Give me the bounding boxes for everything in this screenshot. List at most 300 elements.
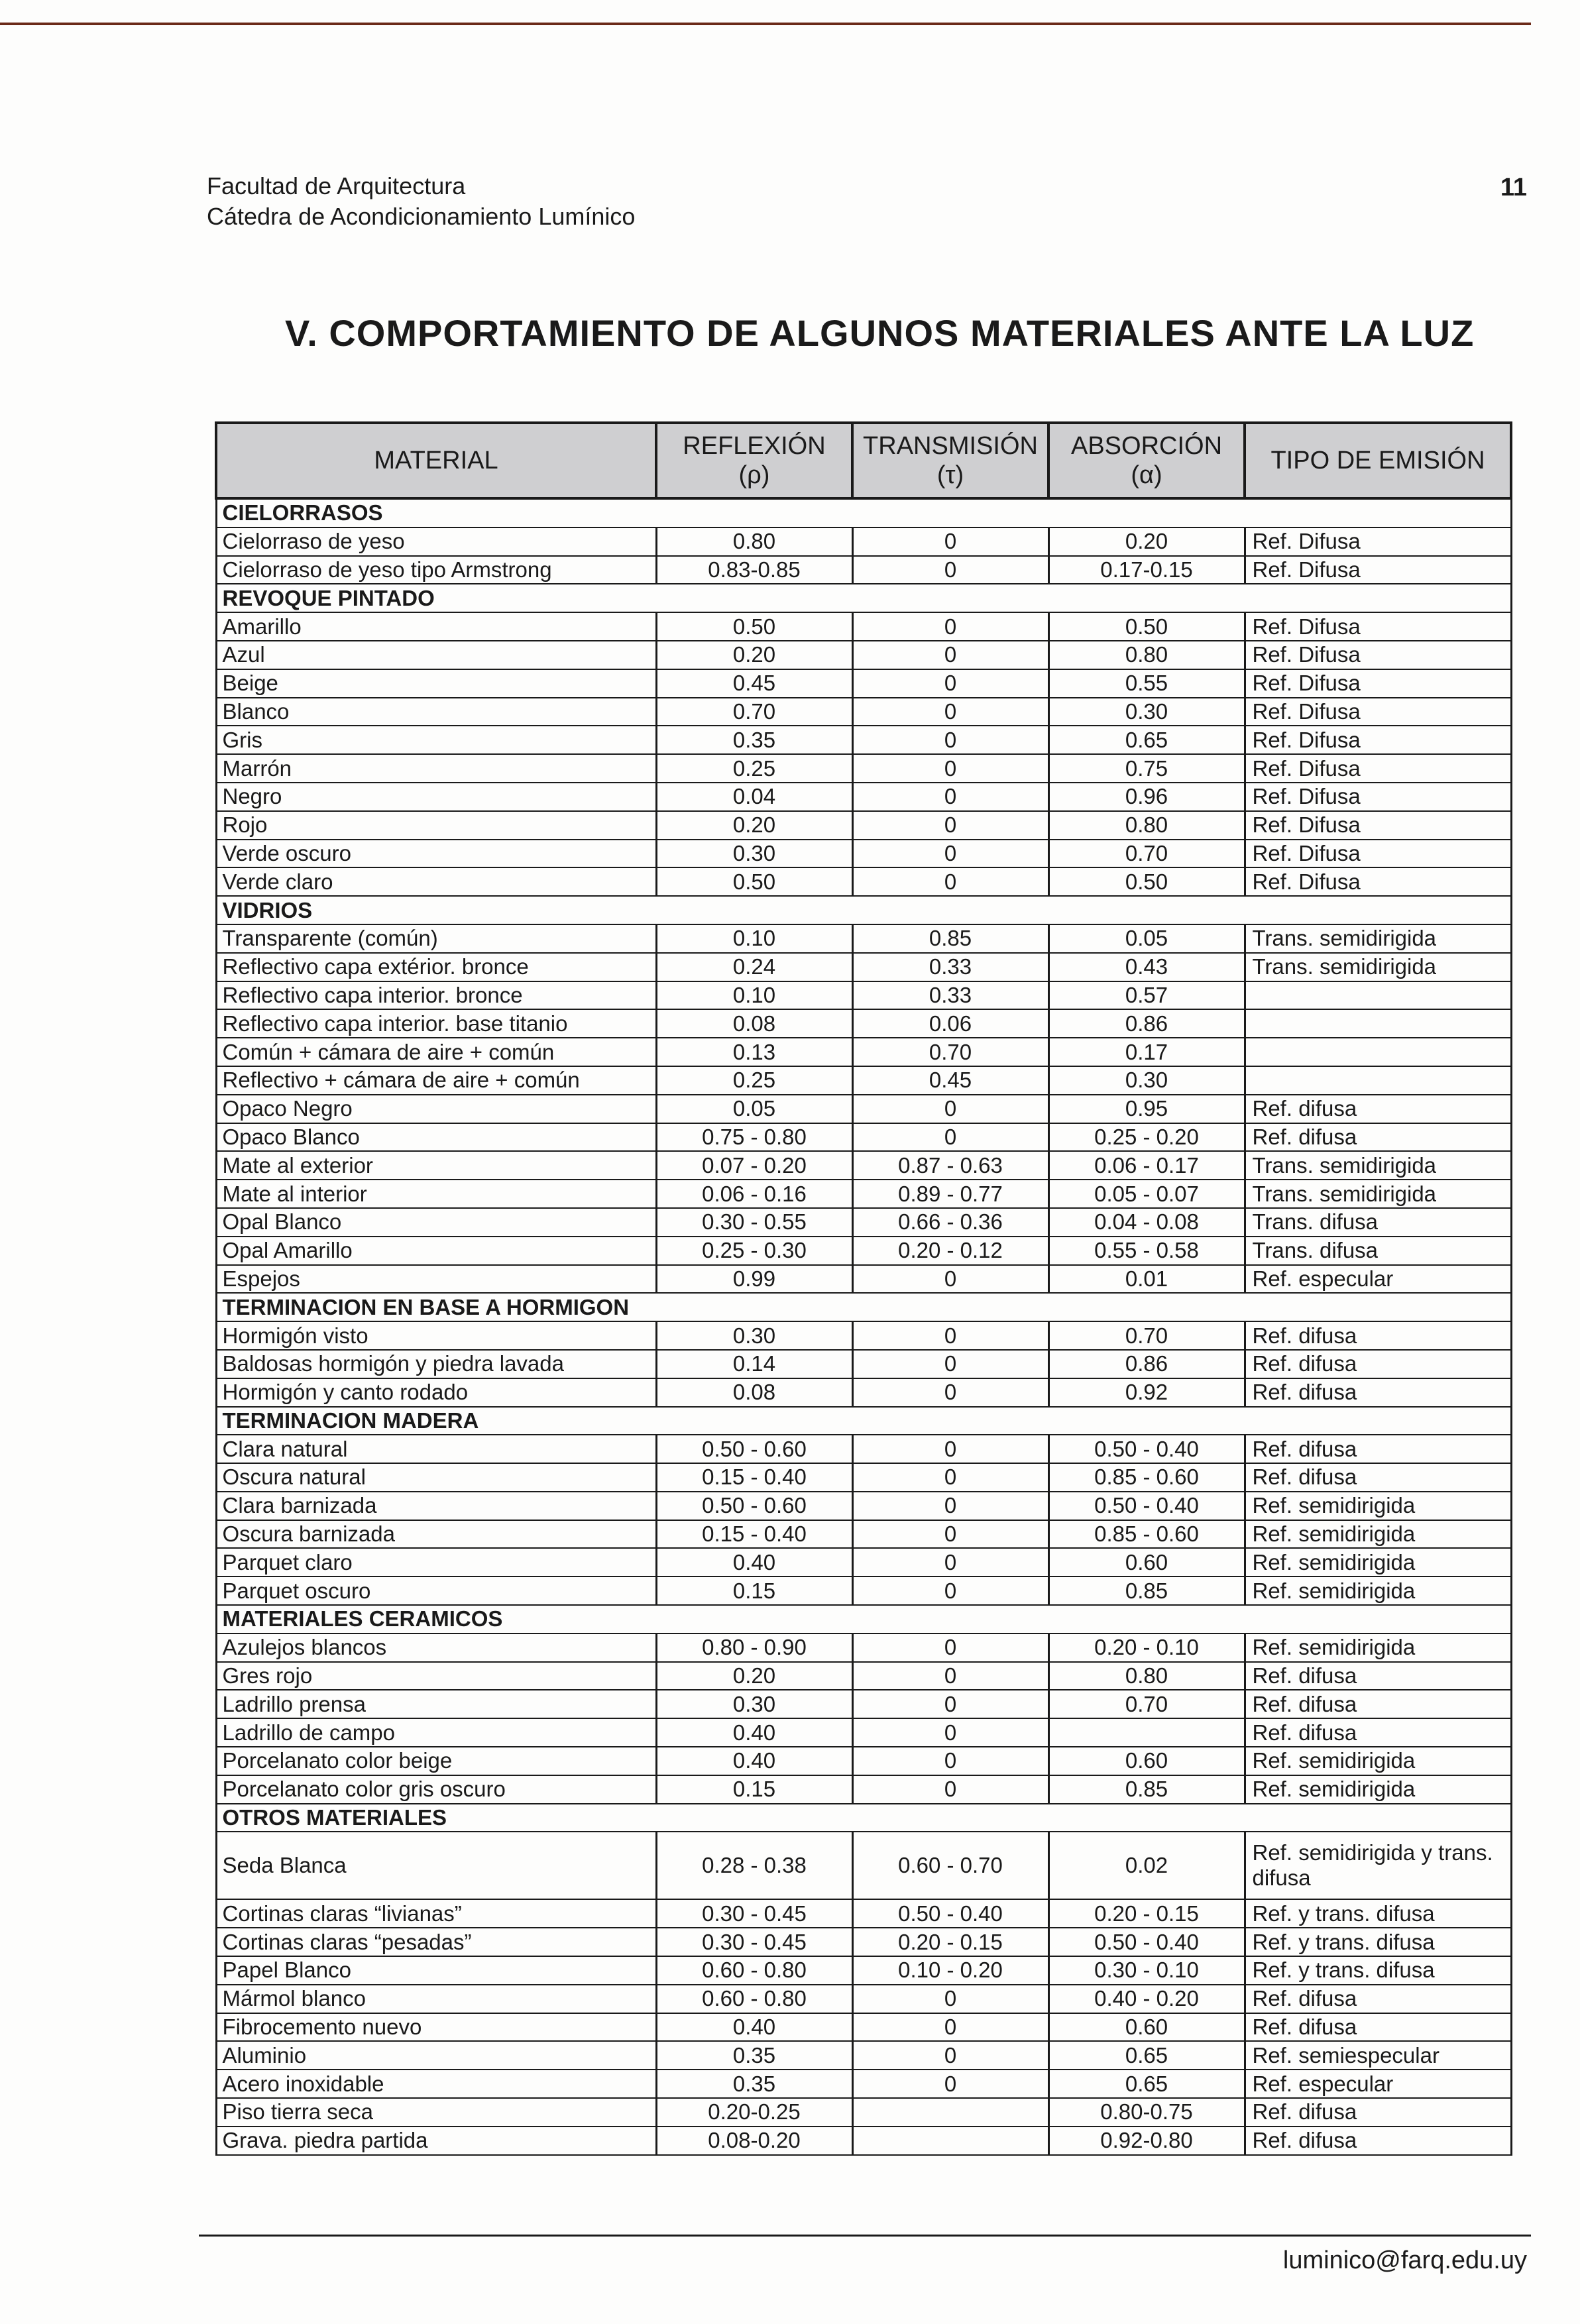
table-row bbox=[216, 1180, 1511, 1208]
emision-cell: Ref. difusa bbox=[1245, 1095, 1511, 1123]
emision-cell: Ref. Difusa bbox=[1245, 556, 1511, 584]
emision-cell: Ref. difusa bbox=[1245, 1350, 1511, 1378]
emision-cell: Trans. semidirigida bbox=[1245, 1151, 1511, 1180]
absorcion-cell: 0.60 bbox=[1048, 1548, 1245, 1577]
absorcion-cell: 0.75 bbox=[1048, 754, 1245, 783]
material-cell: Clara natural bbox=[216, 1435, 656, 1463]
emision-cell: Ref. semidirigida bbox=[1245, 1548, 1511, 1577]
table-row bbox=[216, 1123, 1511, 1152]
table-row bbox=[216, 1577, 1511, 1605]
material-cell: Porcelanato color beige bbox=[216, 1747, 656, 1775]
emision-cell: Ref. Difusa bbox=[1245, 811, 1511, 840]
table-row bbox=[216, 840, 1511, 868]
institution-name: Facultad de Arquitectura bbox=[207, 172, 466, 199]
absorcion-cell: 0.60 bbox=[1048, 2013, 1245, 2042]
material-cell: Mate al interior bbox=[216, 1180, 656, 1208]
transmision-cell: 0 bbox=[852, 783, 1048, 811]
absorcion-cell: 0.40 - 0.20 bbox=[1048, 1985, 1245, 2013]
transmision-cell: 0 bbox=[852, 1548, 1048, 1577]
transmision-cell: 0.60 - 0.70 bbox=[852, 1832, 1048, 1899]
emision-cell: Ref. especular bbox=[1245, 1265, 1511, 1294]
section-title: CIELORRASOS bbox=[216, 498, 1511, 527]
absorcion-cell: 0.30 - 0.10 bbox=[1048, 1956, 1245, 1985]
transmision-cell: 0 bbox=[852, 1520, 1048, 1549]
reflexion-cell: 0.30 - 0.45 bbox=[656, 1928, 852, 1956]
emision-cell: Ref. difusa bbox=[1245, 1378, 1511, 1407]
absorcion-cell: 0.50 - 0.40 bbox=[1048, 1928, 1245, 1956]
reflexion-cell: 0.99 bbox=[656, 1265, 852, 1294]
emision-cell: Ref. semidirigida bbox=[1245, 1633, 1511, 1662]
table-body bbox=[216, 498, 1511, 2155]
table-row bbox=[216, 1237, 1511, 1265]
transmision-cell: 0 bbox=[852, 840, 1048, 868]
section-title: REVOQUE PINTADO bbox=[216, 584, 1511, 612]
absorcion-cell: 0.70 bbox=[1048, 1690, 1245, 1718]
reflexion-cell: 0.24 bbox=[656, 953, 852, 981]
reflexion-cell: 0.80 bbox=[656, 527, 852, 556]
absorcion-cell: 0.80 bbox=[1048, 811, 1245, 840]
absorcion-cell: 0.20 bbox=[1048, 527, 1245, 556]
absorcion-cell: 0.70 bbox=[1048, 1321, 1245, 1350]
reflexion-cell: 0.25 bbox=[656, 754, 852, 783]
table-row bbox=[216, 1690, 1511, 1718]
material-cell: Cielorraso de yeso tipo Armstrong bbox=[216, 556, 656, 584]
absorcion-cell: 0.85 bbox=[1048, 1775, 1245, 1804]
absorcion-cell: 0.65 bbox=[1048, 726, 1245, 754]
reflexion-cell: 0.08 bbox=[656, 1009, 852, 1038]
transmision-cell: 0 bbox=[852, 2013, 1048, 2042]
table-row bbox=[216, 2041, 1511, 2070]
table-row bbox=[216, 1009, 1511, 1038]
material-cell: Beige bbox=[216, 669, 656, 698]
absorcion-cell: 0.30 bbox=[1048, 1066, 1245, 1095]
table-row bbox=[216, 754, 1511, 783]
emision-cell: Ref. difusa bbox=[1245, 2013, 1511, 2042]
material-cell: Gres rojo bbox=[216, 1662, 656, 1690]
table-row bbox=[216, 1066, 1511, 1095]
material-cell: Blanco bbox=[216, 698, 656, 726]
absorcion-cell: 0.70 bbox=[1048, 840, 1245, 868]
column-header-label: REFLEXIÓN bbox=[683, 432, 826, 460]
section-title: TERMINACION EN BASE A HORMIGON bbox=[216, 1293, 1511, 1321]
emision-cell: Ref. difusa bbox=[1245, 2127, 1511, 2155]
absorcion-cell: 0.06 - 0.17 bbox=[1048, 1151, 1245, 1180]
transmision-cell: 0.45 bbox=[852, 1066, 1048, 1095]
reflexion-cell: 0.50 - 0.60 bbox=[656, 1435, 852, 1463]
absorcion-cell: 0.85 - 0.60 bbox=[1048, 1463, 1245, 1492]
absorcion-cell: 0.80-0.75 bbox=[1048, 2098, 1245, 2127]
reflexion-cell: 0.75 - 0.80 bbox=[656, 1123, 852, 1152]
table-row bbox=[216, 669, 1511, 698]
absorcion-cell: 0.92 bbox=[1048, 1378, 1245, 1407]
emision-cell: Ref. difusa bbox=[1245, 1718, 1511, 1747]
reflexion-cell: 0.70 bbox=[656, 698, 852, 726]
material-cell: Marrón bbox=[216, 754, 656, 783]
absorcion-cell: 0.30 bbox=[1048, 698, 1245, 726]
column-header-symbol: (τ) bbox=[936, 461, 964, 489]
material-cell: Común + cámara de aire + común bbox=[216, 1038, 656, 1066]
table-row bbox=[216, 1747, 1511, 1775]
transmision-cell: 0.66 - 0.36 bbox=[852, 1208, 1048, 1237]
reflexion-cell: 0.30 bbox=[656, 1690, 852, 1718]
reflexion-cell: 0.15 bbox=[656, 1775, 852, 1804]
absorcion-cell: 0.05 bbox=[1048, 924, 1245, 953]
emision-cell: Ref. Difusa bbox=[1245, 527, 1511, 556]
table-row bbox=[216, 1775, 1511, 1804]
emision-cell bbox=[1245, 981, 1511, 1010]
material-cell: Seda Blanca bbox=[216, 1832, 656, 1899]
absorcion-cell: 0.65 bbox=[1048, 2070, 1245, 2098]
section-title: TERMINACION MADERA bbox=[216, 1407, 1511, 1435]
absorcion-cell: 0.50 - 0.40 bbox=[1048, 1492, 1245, 1520]
emision-cell: Ref. semidirigida bbox=[1245, 1492, 1511, 1520]
transmision-cell: 0.33 bbox=[852, 981, 1048, 1010]
reflexion-cell: 0.14 bbox=[656, 1350, 852, 1378]
emision-cell: Ref. Difusa bbox=[1245, 612, 1511, 641]
material-cell: Negro bbox=[216, 783, 656, 811]
table-row bbox=[216, 924, 1511, 953]
material-cell: Cortinas claras “pesadas” bbox=[216, 1928, 656, 1956]
transmision-cell: 0 bbox=[852, 1350, 1048, 1378]
absorcion-cell: 0.86 bbox=[1048, 1009, 1245, 1038]
table-row bbox=[216, 981, 1511, 1010]
reflexion-cell: 0.50 bbox=[656, 867, 852, 896]
absorcion-cell: 0.85 bbox=[1048, 1577, 1245, 1605]
transmision-cell: 0.87 - 0.63 bbox=[852, 1151, 1048, 1180]
transmision-cell: 0 bbox=[852, 612, 1048, 641]
emision-cell: Ref. Difusa bbox=[1245, 754, 1511, 783]
table-row bbox=[216, 1265, 1511, 1294]
material-cell: Mármol blanco bbox=[216, 1985, 656, 2013]
column-header-symbol: (α) bbox=[1131, 461, 1162, 489]
reflexion-cell: 0.25 - 0.30 bbox=[656, 1237, 852, 1265]
absorcion-cell: 0.57 bbox=[1048, 981, 1245, 1010]
section-row bbox=[216, 498, 1511, 527]
transmision-cell: 0 bbox=[852, 1265, 1048, 1294]
emision-cell: Ref. especular bbox=[1245, 2070, 1511, 2098]
emision-cell: Ref. Difusa bbox=[1245, 698, 1511, 726]
table-row bbox=[216, 1378, 1511, 1407]
transmision-cell: 0.85 bbox=[852, 924, 1048, 953]
table-row bbox=[216, 1435, 1511, 1463]
reflexion-cell: 0.35 bbox=[656, 2041, 852, 2070]
column-header-material bbox=[216, 423, 656, 498]
absorcion-cell: 0.50 - 0.40 bbox=[1048, 1435, 1245, 1463]
material-cell: Hormigón visto bbox=[216, 1321, 656, 1350]
absorcion-cell: 0.04 - 0.08 bbox=[1048, 1208, 1245, 1237]
absorcion-cell: 0.25 - 0.20 bbox=[1048, 1123, 1245, 1152]
absorcion-cell: 0.96 bbox=[1048, 783, 1245, 811]
page-title: V. COMPORTAMIENTO DE ALGUNOS MATERIALES ANTE LA LUZ bbox=[285, 312, 1475, 354]
transmision-cell: 0 bbox=[852, 1747, 1048, 1775]
table-row bbox=[216, 867, 1511, 896]
absorcion-cell: 0.50 bbox=[1048, 867, 1245, 896]
reflexion-cell: 0.04 bbox=[656, 783, 852, 811]
transmision-cell: 0.70 bbox=[852, 1038, 1048, 1066]
column-header-label: TIPO DE EMISIÓN bbox=[1270, 447, 1485, 474]
emision-cell: Ref. difusa bbox=[1245, 1123, 1511, 1152]
reflexion-cell: 0.30 - 0.45 bbox=[656, 1899, 852, 1928]
material-cell: Baldosas hormigón y piedra lavada bbox=[216, 1350, 656, 1378]
materials-table bbox=[215, 421, 1512, 2156]
reflexion-cell: 0.07 - 0.20 bbox=[656, 1151, 852, 1180]
reflexion-cell: 0.60 - 0.80 bbox=[656, 1956, 852, 1985]
table-row bbox=[216, 1662, 1511, 1690]
emision-cell: Ref. Difusa bbox=[1245, 669, 1511, 698]
transmision-cell: 0 bbox=[852, 527, 1048, 556]
section-row bbox=[216, 1293, 1511, 1321]
reflexion-cell: 0.05 bbox=[656, 1095, 852, 1123]
reflexion-cell: 0.20 bbox=[656, 1662, 852, 1690]
material-cell: Opaco Negro bbox=[216, 1095, 656, 1123]
absorcion-cell: 0.80 bbox=[1048, 1662, 1245, 1690]
material-cell: Opal Blanco bbox=[216, 1208, 656, 1237]
reflexion-cell: 0.10 bbox=[656, 924, 852, 953]
emision-cell: Trans. semidirigida bbox=[1245, 924, 1511, 953]
emision-cell: Trans. semidirigida bbox=[1245, 1180, 1511, 1208]
reflexion-cell: 0.35 bbox=[656, 2070, 852, 2098]
emision-cell: Ref. difusa bbox=[1245, 2098, 1511, 2127]
reflexion-cell: 0.08-0.20 bbox=[656, 2127, 852, 2155]
transmision-cell: 0 bbox=[852, 1775, 1048, 1804]
transmision-cell: 0 bbox=[852, 2070, 1048, 2098]
table-row bbox=[216, 1463, 1511, 1492]
reflexion-cell: 0.40 bbox=[656, 1718, 852, 1747]
emision-cell: Ref. Difusa bbox=[1245, 867, 1511, 896]
material-cell: Azulejos blancos bbox=[216, 1633, 656, 1662]
emision-cell: Ref. y trans. difusa bbox=[1245, 1899, 1511, 1928]
absorcion-cell: 0.86 bbox=[1048, 1350, 1245, 1378]
table-row bbox=[216, 1095, 1511, 1123]
transmision-cell: 0 bbox=[852, 669, 1048, 698]
emision-cell: Ref. difusa bbox=[1245, 1435, 1511, 1463]
table-row bbox=[216, 953, 1511, 981]
emision-cell bbox=[1245, 1066, 1511, 1095]
reflexion-cell: 0.13 bbox=[656, 1038, 852, 1066]
column-header-label: ABSORCIÓN bbox=[1070, 432, 1223, 460]
absorcion-cell: 0.65 bbox=[1048, 2041, 1245, 2070]
emision-cell bbox=[1245, 1038, 1511, 1066]
absorcion-cell: 0.43 bbox=[1048, 953, 1245, 981]
material-cell: Espejos bbox=[216, 1265, 656, 1294]
reflexion-cell: 0.15 - 0.40 bbox=[656, 1520, 852, 1549]
transmision-cell: 0.20 - 0.15 bbox=[852, 1928, 1048, 1956]
table-row bbox=[216, 2127, 1511, 2155]
material-cell: Clara barnizada bbox=[216, 1492, 656, 1520]
reflexion-cell: 0.30 bbox=[656, 840, 852, 868]
emision-cell: Ref. semiespecular bbox=[1245, 2041, 1511, 2070]
emision-cell: Ref. y trans. difusa bbox=[1245, 1928, 1511, 1956]
material-cell: Ladrillo prensa bbox=[216, 1690, 656, 1718]
reflexion-cell: 0.10 bbox=[656, 981, 852, 1010]
column-header-label: TRANSMISIÓN bbox=[863, 432, 1038, 460]
emision-cell: Ref. difusa bbox=[1245, 1985, 1511, 2013]
absorcion-cell: 0.85 - 0.60 bbox=[1048, 1520, 1245, 1549]
reflexion-cell: 0.15 bbox=[656, 1577, 852, 1605]
material-cell: Verde oscuro bbox=[216, 840, 656, 868]
material-cell: Reflectivo capa interior. bronce bbox=[216, 981, 656, 1010]
reflexion-cell: 0.40 bbox=[656, 2013, 852, 2042]
transmision-cell: 0 bbox=[852, 1378, 1048, 1407]
table-row bbox=[216, 1492, 1511, 1520]
transmision-cell: 0 bbox=[852, 1321, 1048, 1350]
material-cell: Verde claro bbox=[216, 867, 656, 896]
table-row bbox=[216, 612, 1511, 641]
emision-cell: Ref. Difusa bbox=[1245, 840, 1511, 868]
transmision-cell: 0 bbox=[852, 726, 1048, 754]
transmision-cell: 0 bbox=[852, 811, 1048, 840]
transmision-cell: 0 bbox=[852, 754, 1048, 783]
reflexion-cell: 0.30 - 0.55 bbox=[656, 1208, 852, 1237]
reflexion-cell: 0.15 - 0.40 bbox=[656, 1463, 852, 1492]
transmision-cell: 0.33 bbox=[852, 953, 1048, 981]
emision-cell: Ref. difusa bbox=[1245, 1662, 1511, 1690]
table-row bbox=[216, 783, 1511, 811]
column-header-tipo-emision bbox=[1245, 423, 1511, 498]
emision-cell: Ref. difusa bbox=[1245, 1690, 1511, 1718]
transmision-cell bbox=[852, 2127, 1048, 2155]
table-row bbox=[216, 1899, 1511, 1928]
material-cell: Porcelanato color gris oscuro bbox=[216, 1775, 656, 1804]
material-cell: Oscura natural bbox=[216, 1463, 656, 1492]
material-cell: Mate al exterior bbox=[216, 1151, 656, 1180]
reflexion-cell: 0.45 bbox=[656, 669, 852, 698]
table-row bbox=[216, 2013, 1511, 2042]
table-row bbox=[216, 1151, 1511, 1180]
table-row bbox=[216, 1832, 1511, 1899]
footer-email: luminico@farq.edu.uy bbox=[1282, 2246, 1527, 2274]
material-cell: Cielorraso de yeso bbox=[216, 527, 656, 556]
transmision-cell: 0 bbox=[852, 1123, 1048, 1152]
column-header-reflexion bbox=[656, 423, 852, 498]
emision-cell: Ref. Difusa bbox=[1245, 726, 1511, 754]
reflexion-cell: 0.60 - 0.80 bbox=[656, 1985, 852, 2013]
table-row bbox=[216, 1350, 1511, 1378]
material-cell: Amarillo bbox=[216, 612, 656, 641]
absorcion-cell: 0.60 bbox=[1048, 1747, 1245, 1775]
material-cell: Opaco Blanco bbox=[216, 1123, 656, 1152]
transmision-cell: 0 bbox=[852, 1718, 1048, 1747]
material-cell: Papel Blanco bbox=[216, 1956, 656, 1985]
emision-cell: Ref. difusa bbox=[1245, 1321, 1511, 1350]
material-cell: Aluminio bbox=[216, 2041, 656, 2070]
transmision-cell: 0 bbox=[852, 1435, 1048, 1463]
transmision-cell: 0 bbox=[852, 698, 1048, 726]
table-row bbox=[216, 1633, 1511, 1662]
table-row bbox=[216, 811, 1511, 840]
emision-cell: Ref. semidirigida bbox=[1245, 1775, 1511, 1804]
section-title: OTROS MATERIALES bbox=[216, 1804, 1511, 1832]
table-row bbox=[216, 1208, 1511, 1237]
column-header-symbol: (ρ) bbox=[738, 461, 770, 489]
top-rule bbox=[0, 23, 1531, 25]
table-row bbox=[216, 2098, 1511, 2127]
table-row bbox=[216, 1956, 1511, 1985]
emision-cell: Trans. difusa bbox=[1245, 1208, 1511, 1237]
absorcion-cell: 0.17 bbox=[1048, 1038, 1245, 1066]
reflexion-cell: 0.40 bbox=[656, 1548, 852, 1577]
column-header-label: MATERIAL bbox=[374, 447, 498, 474]
transmision-cell bbox=[852, 2098, 1048, 2127]
table-row bbox=[216, 726, 1511, 754]
transmision-cell: 0.20 - 0.12 bbox=[852, 1237, 1048, 1265]
reflexion-cell: 0.83-0.85 bbox=[656, 556, 852, 584]
material-cell: Reflectivo + cámara de aire + común bbox=[216, 1066, 656, 1095]
absorcion-cell: 0.92-0.80 bbox=[1048, 2127, 1245, 2155]
transmision-cell: 0.06 bbox=[852, 1009, 1048, 1038]
table-row bbox=[216, 698, 1511, 726]
table-row bbox=[216, 1321, 1511, 1350]
section-row bbox=[216, 1804, 1511, 1832]
reflexion-cell: 0.20 bbox=[656, 641, 852, 669]
table-row bbox=[216, 1928, 1511, 1956]
absorcion-cell bbox=[1048, 1718, 1245, 1747]
emision-cell: Ref. Difusa bbox=[1245, 783, 1511, 811]
emision-cell: Ref. semidirigida bbox=[1245, 1520, 1511, 1549]
section-row bbox=[216, 896, 1511, 924]
emision-cell bbox=[1245, 1009, 1511, 1038]
section-row bbox=[216, 584, 1511, 612]
absorcion-cell: 0.95 bbox=[1048, 1095, 1245, 1123]
emision-cell: Ref. Difusa bbox=[1245, 641, 1511, 669]
table-header-row bbox=[216, 423, 1511, 498]
material-cell: Transparente (común) bbox=[216, 924, 656, 953]
section-row bbox=[216, 1407, 1511, 1435]
absorcion-cell: 0.17-0.15 bbox=[1048, 556, 1245, 584]
table-row bbox=[216, 1548, 1511, 1577]
transmision-cell: 0 bbox=[852, 1985, 1048, 2013]
absorcion-cell: 0.20 - 0.15 bbox=[1048, 1899, 1245, 1928]
emision-cell: Ref. semidirigida bbox=[1245, 1577, 1511, 1605]
transmision-cell: 0.10 - 0.20 bbox=[852, 1956, 1048, 1985]
reflexion-cell: 0.25 bbox=[656, 1066, 852, 1095]
transmision-cell: 0 bbox=[852, 1662, 1048, 1690]
table-row bbox=[216, 1718, 1511, 1747]
transmision-cell: 0 bbox=[852, 1577, 1048, 1605]
material-cell: Azul bbox=[216, 641, 656, 669]
reflexion-cell: 0.30 bbox=[656, 1321, 852, 1350]
material-cell: Oscura barnizada bbox=[216, 1520, 656, 1549]
absorcion-cell: 0.02 bbox=[1048, 1832, 1245, 1899]
transmision-cell: 0.89 - 0.77 bbox=[852, 1180, 1048, 1208]
section-row bbox=[216, 1605, 1511, 1633]
section-title: MATERIALES CERAMICOS bbox=[216, 1605, 1511, 1633]
reflexion-cell: 0.50 bbox=[656, 612, 852, 641]
column-header-transmision bbox=[852, 423, 1048, 498]
reflexion-cell: 0.50 - 0.60 bbox=[656, 1492, 852, 1520]
transmision-cell: 0 bbox=[852, 1633, 1048, 1662]
reflexion-cell: 0.80 - 0.90 bbox=[656, 1633, 852, 1662]
transmision-cell: 0 bbox=[852, 1095, 1048, 1123]
emision-cell: Trans. semidirigida bbox=[1245, 953, 1511, 981]
material-cell: Opal Amarillo bbox=[216, 1237, 656, 1265]
material-cell: Reflectivo capa interior. base titanio bbox=[216, 1009, 656, 1038]
reflexion-cell: 0.08 bbox=[656, 1378, 852, 1407]
transmision-cell: 0 bbox=[852, 1463, 1048, 1492]
table-row bbox=[216, 1038, 1511, 1066]
absorcion-cell: 0.20 - 0.10 bbox=[1048, 1633, 1245, 1662]
reflexion-cell: 0.20-0.25 bbox=[656, 2098, 852, 2127]
emision-cell: Ref. difusa bbox=[1245, 1463, 1511, 1492]
table-row bbox=[216, 527, 1511, 556]
section-title: VIDRIOS bbox=[216, 896, 1511, 924]
page-header bbox=[207, 171, 635, 232]
emision-cell: Trans. difusa bbox=[1245, 1237, 1511, 1265]
table-row bbox=[216, 1985, 1511, 2013]
emision-cell: Ref. y trans. difusa bbox=[1245, 1956, 1511, 1985]
material-cell: Hormigón y canto rodado bbox=[216, 1378, 656, 1407]
material-cell: Acero inoxidable bbox=[216, 2070, 656, 2098]
